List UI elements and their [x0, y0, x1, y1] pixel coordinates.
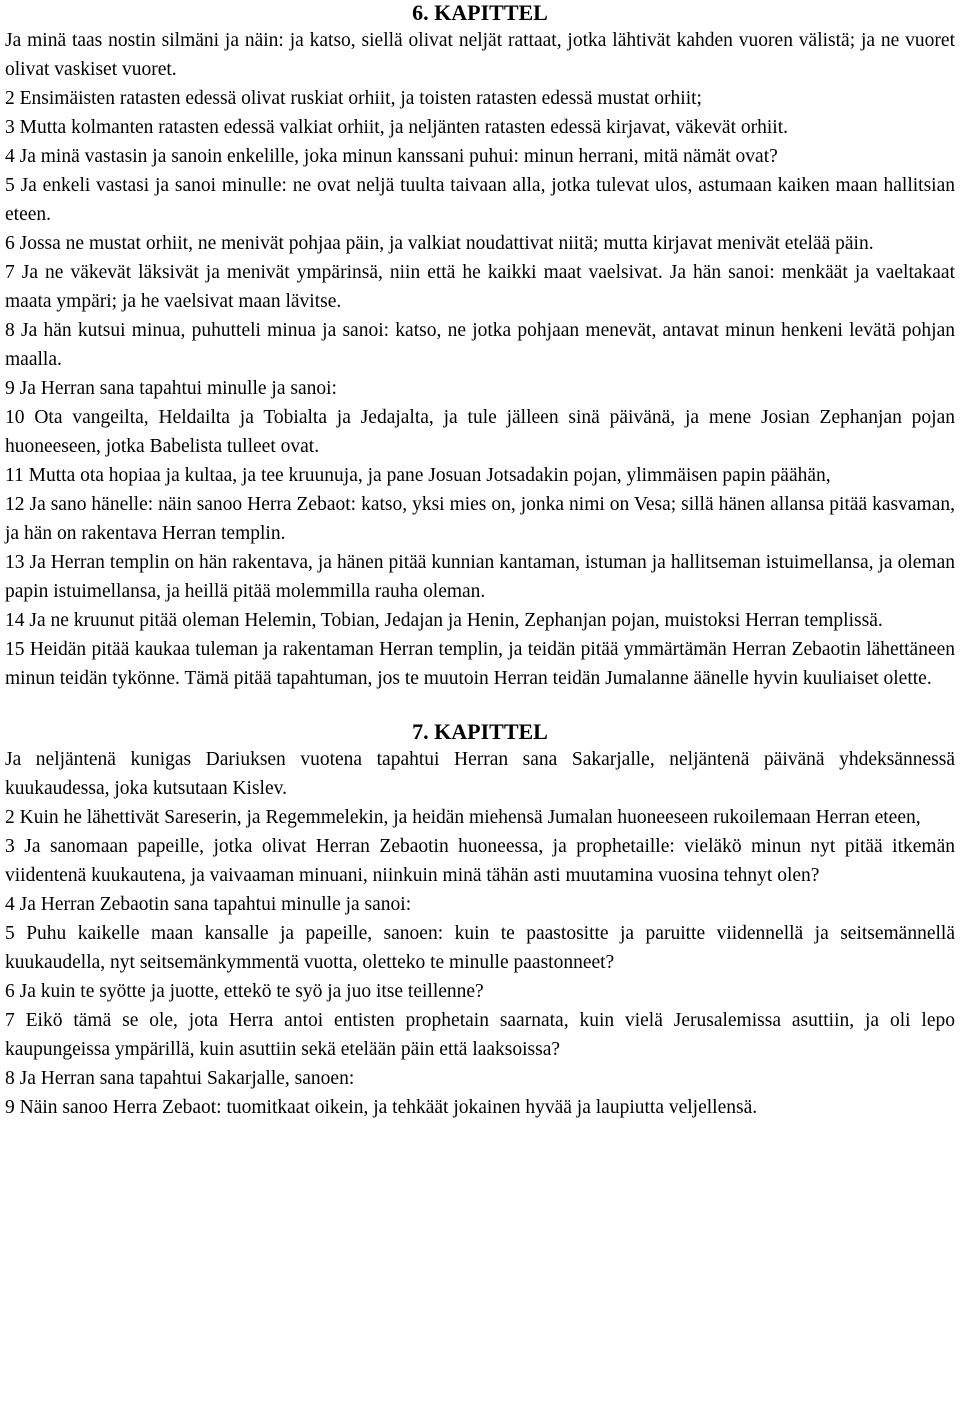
- verse-12: 12 Ja sano hänelle: näin sanoo Herra Zebaot: katso, yksi mies on, jonka nimi on Vesa; sillä hänen allansa pitää kasvaman, ja hän on rakentava Herran templin.: [5, 494, 955, 544]
- verse-4: 4 Ja Herran Zebaotin sana tapahtui minulle ja sanoi:: [5, 894, 412, 915]
- verse-15: 15 Heidän pitää kaukaa tuleman ja rakentaman Herran templin, ja teidän pitää ymmärtämän Herran Zebaotin lähettäneen minun teidän tykönne. Tämä pitää tapahtuman, jos te muutoin Herran teidän Jumalanne äänelle hyvin kuuliaiset olette.: [5, 639, 955, 689]
- verse-9: 9 Ja Herran sana tapahtui minulle ja sanoi:: [5, 378, 337, 399]
- verse-5: 5 Puhu kaikelle maan kansalle ja papeille, sanoen: kuin te paastositte ja paruitte viidennellä ja seitsemännellä kuukaudella, nyt seitsemänkymmentä vuotta, oletteko te minulle paastonneet?: [5, 923, 955, 973]
- document-page: [5, 0, 955, 1122]
- verse-4: 4 Ja minä vastasin ja sanoin enkelille, joka minun kanssani puhui: minun herrani, mitä nämät ovat?: [5, 146, 778, 167]
- chapter-title: 7. KAPITTEL: [412, 719, 548, 744]
- verse-1: Ja minä taas nostin silmäni ja näin: ja katso, siellä olivat neljät rattaat, jotka lähtivät kahden vuoren välistä; ja ne vuoret olivat vaskiset vuoret.: [5, 30, 955, 80]
- verse-14: 14 Ja ne kruunut pitää oleman Helemin, Tobian, Jedajan ja Henin, Zephanjan pojan, muistoksi Herran templissä.: [5, 610, 883, 631]
- verse-3: 3 Mutta kolmanten ratasten edessä valkiat orhiit, ja neljänten ratasten edessä kirjavat, väkevät orhiit.: [5, 117, 788, 138]
- verse-2: 2 Ensimäisten ratasten edessä olivat ruskiat orhiit, ja toisten ratasten edessä mustat orhiit;: [5, 88, 702, 109]
- verse-3: 3 Ja sanomaan papeille, jotka olivat Herran Zebaotin huoneessa, ja prophetaille: vieläkö minun nyt pitää itkemän viidentenä kuukautena, ja vaivaaman minuani, niinkuin minä tähän asti muutamina vuosina tehnyt olen?: [5, 836, 955, 886]
- verse-7: 7 Eikö tämä se ole, jota Herra antoi entisten prophetain saarnata, kuin vielä Jerusalemissa asuttiin, ja oli lepo kaupungeissa ympärillä, kuin asuttiin sekä etelään päin että laaksoissa?: [5, 1010, 955, 1060]
- verse-5: 5 Ja enkeli vastasi ja sanoi minulle: ne ovat neljä tuulta taivaan alla, jotka tulevat ulos, astumaan kaiken maan hallitsian eteen.: [5, 175, 955, 225]
- verse-9: 9 Näin sanoo Herra Zebaot: tuomitkaat oikein, ja tehkäät jokainen hyvää ja laupiutta veljellensä.: [5, 1097, 758, 1118]
- verse-2: 2 Kuin he lähettivät Sareserin, ja Regemmelekin, ja heidän miehensä Jumalan huoneeseen rukoilemaan Herran eteen,: [5, 807, 921, 828]
- chapter-title: 6. KAPITTEL: [412, 0, 548, 25]
- verse-10: 10 Ota vangeilta, Heldailta ja Tobialta ja Jedajalta, ja tule jälleen sinä päivänä, ja mene Josian Zephanjan pojan huoneeseen, jotka Babelista tulleet ovat.: [5, 407, 955, 457]
- verse-7: 7 Ja ne väkevät läksivät ja menivät ympärinsä, niin että he kaikki maat vaelsivat. Ja hän sanoi: menkäät ja vaeltakaat maata ympäri; ja he vaelsivat maan lävitse.: [5, 262, 955, 312]
- chapter-7: [5, 719, 955, 1122]
- verse-8: 8 Ja Herran sana tapahtui Sakarjalle, sanoen:: [5, 1068, 355, 1089]
- verse-1: Ja neljäntenä kunigas Dariuksen vuotena tapahtui Herran sana Sakarjalle, neljäntenä päivänä yhdeksännessä kuukaudessa, joka kutsutaan Kislev.: [5, 749, 955, 799]
- verse-6: 6 Ja kuin te syötte ja juotte, ettekö te syö ja juo itse teillenne?: [5, 981, 484, 1002]
- chapter-6: [5, 0, 955, 693]
- verse-13: 13 Ja Herran templin on hän rakentava, ja hänen pitää kunnian kantaman, istuman ja hallitseman istuimellansa, ja oleman papin istuimellansa, ja heillä pitää molemmilla rauha oleman.: [5, 552, 955, 602]
- verse-11: 11 Mutta ota hopiaa ja kultaa, ja tee kruunuja, ja pane Josuan Jotsadakin pojan, ylimmäisen papin päähän,: [5, 465, 831, 486]
- verse-6: 6 Jossa ne mustat orhiit, ne menivät pohjaa päin, ja valkiat noudattivat niitä; mutta kirjavat menivät etelää päin.: [5, 233, 874, 254]
- verse-8: 8 Ja hän kutsui minua, puhutteli minua ja sanoi: katso, ne jotka pohjaan menevät, antavat minun henkeni levätä pohjan maalla.: [5, 320, 955, 370]
